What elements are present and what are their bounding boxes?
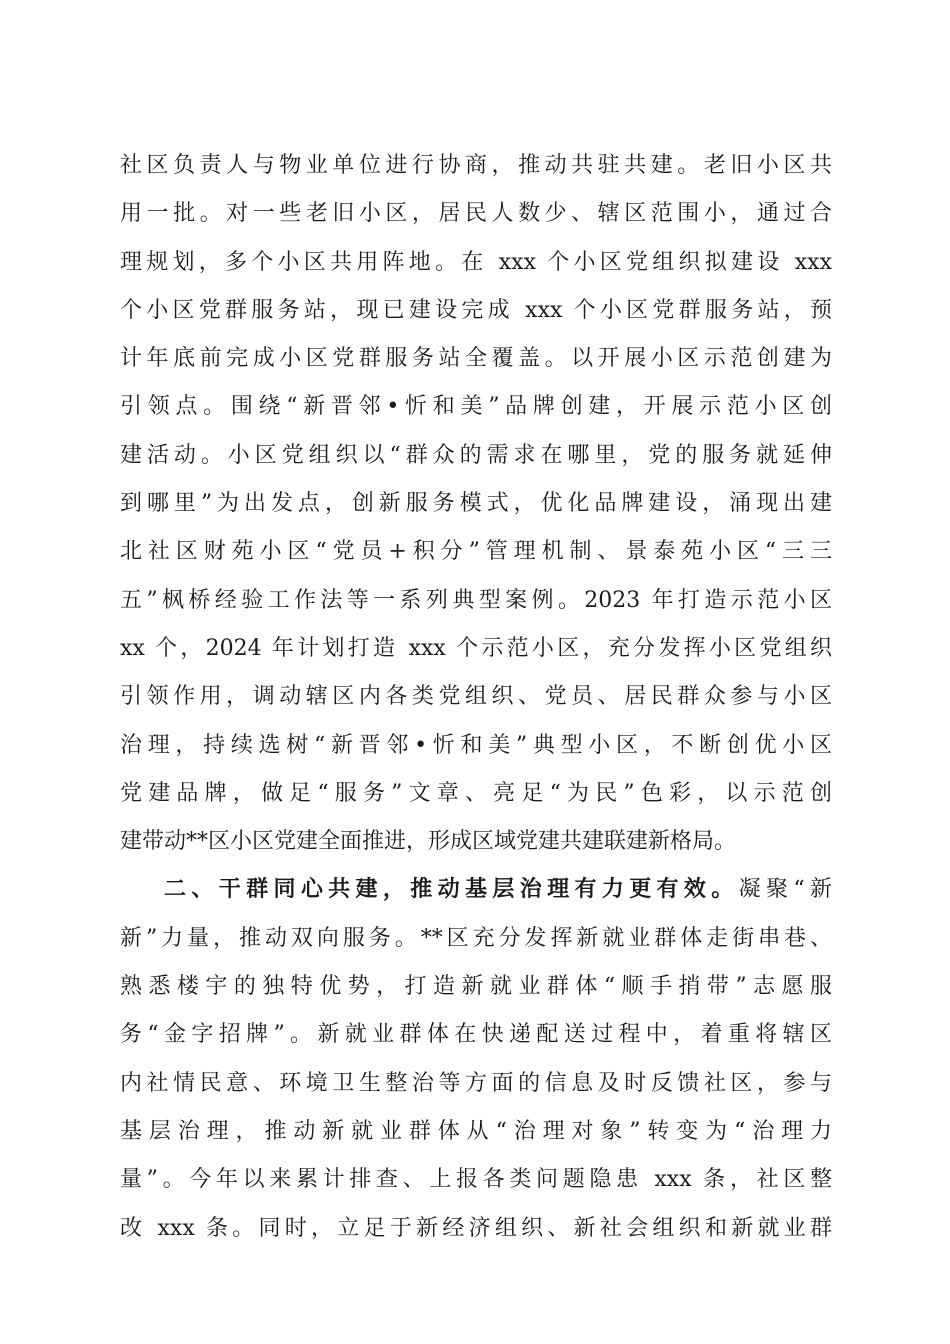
paragraph-1 — [120, 142, 832, 866]
text-line: 内社情民意、环境卫生整治等方面的信息及时反馈社区，参与 — [120, 1070, 832, 1096]
text-line: 个小区党群服务站，现已建设完成 xxx 个小区党群服务站，预 — [120, 297, 832, 323]
text-line: 社区负责人与物业单位进行协商，推动共驻共建。老旧小区共 — [120, 153, 832, 178]
text-line: 量”。今年以来累计排查、上报各类问题隐患 xxx 条，社区整 — [120, 1167, 832, 1193]
section-heading: 二、干群同心共建，推动基层治理有力更有效。 — [164, 877, 739, 903]
text-line: 建带动**区小区党建全面推进，形成区域党建共建联建新格局。 — [120, 829, 737, 855]
text-line: 引领作用，调动辖区内各类党组织、党员、居民群众参与小区 — [120, 684, 832, 710]
text-line: 五”枫桥经验工作法等一系列典型案例。2023 年打造示范小区 — [120, 587, 832, 613]
text-line: 新”力量，推动双向服务。**区充分发挥新就业群体走街串巷、 — [120, 925, 832, 951]
document-body — [120, 142, 832, 1253]
text-line: 用一批。对一些老旧小区，居民人数少、辖区范围小，通过合 — [120, 201, 832, 227]
text-line: 务“金字招牌”。新就业群体在快递配送过程中，着重将辖区 — [120, 1022, 832, 1048]
paragraph-2-first-line — [120, 866, 832, 914]
text-line: 治理，持续选树“新晋邻•忻和美”典型小区，不断创优小区 — [120, 732, 832, 758]
text-line: 改 xxx 条。同时，立足于新经济组织、新社会组织和新就业群 — [120, 1215, 832, 1241]
text-line: 理规划，多个小区共用阵地。在 xxx 个小区党组织拟建设 xxx — [120, 249, 832, 275]
text-line: 引领点。围绕“新晋邻•忻和美”品牌创建，开展示范小区创 — [120, 394, 832, 420]
text-line: 计年底前完成小区党群服务站全覆盖。以开展小区示范创建为 — [120, 346, 832, 372]
text-line: 建活动。小区党组织以“群众的需求在哪里，党的服务就延伸 — [120, 442, 832, 468]
text-line: 熟悉楼宇的独特优势，打造新就业群体“顺手捎带”志愿服 — [120, 974, 832, 1000]
text-line: 党建品牌，做足“服务”文章、亮足“为民”色彩，以示范创 — [120, 780, 832, 806]
text-run: 凝聚“新 — [738, 877, 832, 903]
text-line: 北社区财苑小区“党员+积分”管理机制、景泰苑小区“三三 — [120, 539, 832, 565]
text-line: 基层治理，推动新就业群体从“治理对象”转变为“治理力 — [120, 1118, 832, 1144]
text-line: 到哪里”为出发点，创新服务模式，优化品牌建设，涌现出建 — [120, 491, 832, 517]
text-line: xx 个，2024 年计划打造 xxx 个示范小区，充分发挥小区党组织 — [120, 635, 832, 661]
paragraph-2 — [120, 866, 832, 1252]
